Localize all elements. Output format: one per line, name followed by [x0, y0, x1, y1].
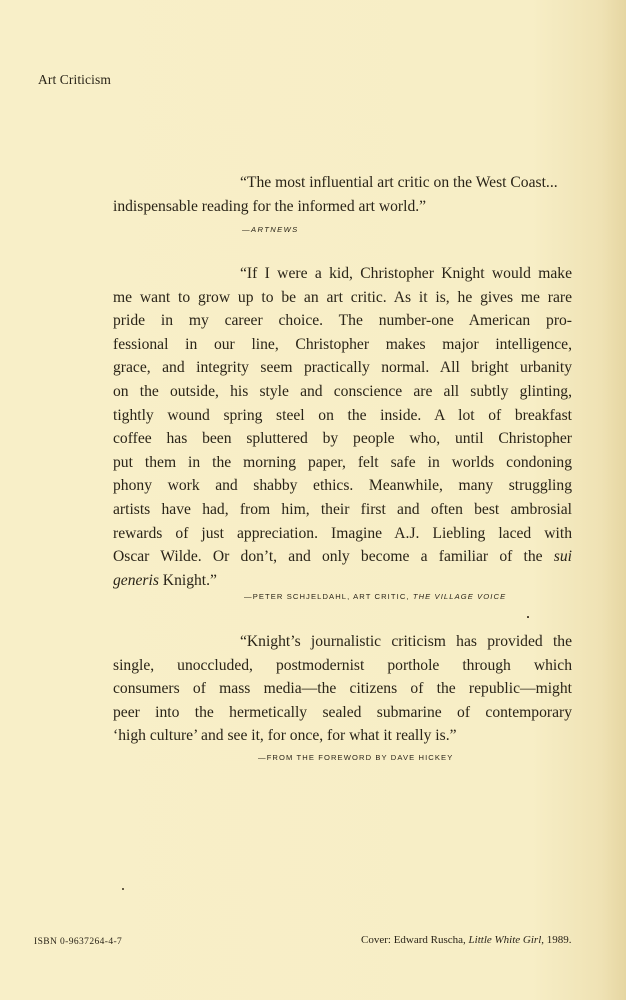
category-label: Art Criticism — [38, 72, 111, 87]
cover-artwork-title: Little White Girl — [468, 934, 542, 946]
quote-line: fessional in our line, Christopher makes major intelligence, — [113, 335, 572, 353]
quote-line: consumers of mass media—the citizens of the republic—might — [113, 680, 572, 698]
attribution-publication: THE VILLAGE VOICE — [412, 592, 507, 601]
quote-artnews — [113, 171, 572, 218]
quote-line: me want to grow up to be an art critic. As it is, he gives me rare — [113, 288, 572, 306]
quote-line-composite — [113, 569, 572, 593]
quote-line: tightly wound spring steel on the inside. A lot of breakfast — [113, 406, 572, 424]
quote-italic-word: generis — [113, 571, 159, 589]
quote-line: Oscar Wilde. Or don’t, and only become a familiar of the — [113, 548, 543, 566]
attribution-artnews: —ARTNEWS — [242, 225, 299, 234]
quote-line: Knight.” — [158, 571, 217, 589]
quote-line: indispensable reading for the informed art world.” — [113, 197, 427, 215]
quote-line-composite — [113, 545, 572, 569]
quote-line: “Knight’s journalistic criticism has provided the — [240, 633, 572, 650]
isbn-label: ISBN 0-9637264-4-7 — [34, 937, 123, 947]
quote-line: coffee has been spluttered by people who, until Christopher — [113, 430, 572, 448]
cover-credit-prefix: Cover: Edward Ruscha, — [361, 934, 469, 946]
quote-line: ‘high culture’ and see it, for once, for what it really is.” — [113, 727, 457, 745]
cover-credit — [361, 934, 572, 946]
quote-hickey — [113, 630, 572, 748]
cover-credit-suffix: , 1989. — [541, 934, 572, 946]
attribution-text: —PETER SCHJELDAHL, ART CRITIC, — [244, 592, 413, 601]
quote-line: grace, and integrity seem practically normal. All bright urbanity — [113, 359, 572, 377]
quote-italic-word: sui — [553, 548, 572, 566]
quote-line: “If I were a kid, Christopher Knight would make — [240, 265, 572, 282]
quote-line: on the outside, his style and conscience are all subtly glinting, — [113, 382, 572, 400]
attribution-schjeldahl — [244, 592, 506, 601]
quote-line: artists have had, from him, their first and often best ambrosial — [113, 500, 572, 518]
quote-line: “The most influential art critic on the West Coast... — [240, 174, 558, 191]
quote-schjeldahl — [113, 262, 572, 592]
paper-speck — [122, 888, 124, 890]
quote-line: pride in my career choice. The number-one American pro- — [113, 312, 572, 330]
attribution-hickey: —FROM THE FOREWORD BY DAVE HICKEY — [258, 753, 454, 762]
quote-line: phony work and shabby ethics. Meanwhile, many struggling — [113, 477, 572, 495]
paper-speck — [527, 616, 529, 618]
quote-line: peer into the hermetically sealed submarine of contemporary — [113, 703, 572, 721]
quote-line: put them in the morning paper, felt safe in worlds condoning — [113, 453, 572, 471]
quote-line: single, unoccluded, postmodernist porthole through which — [113, 656, 572, 674]
quote-line: rewards of just appreciation. Imagine A.J. Liebling laced with — [113, 524, 572, 542]
